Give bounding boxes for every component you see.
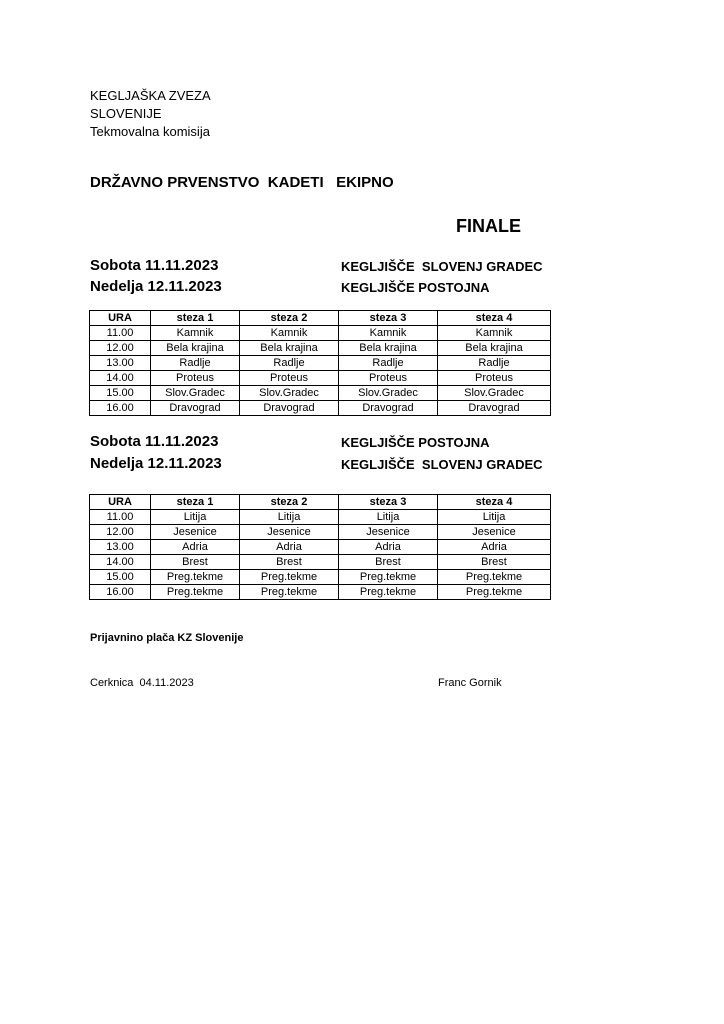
lane-cell: Preg.tekme xyxy=(438,585,551,600)
header-cell: steza 2 xyxy=(240,311,339,326)
time-cell: 14.00 xyxy=(90,555,151,570)
lane-cell: Dravograd xyxy=(240,401,339,416)
lane-cell: Proteus xyxy=(339,371,438,386)
lane-cell: Brest xyxy=(240,555,339,570)
lane-cell: Radlje xyxy=(240,356,339,371)
time-cell: 13.00 xyxy=(90,356,151,371)
table-row xyxy=(90,341,551,356)
header-cell: steza 1 xyxy=(151,311,240,326)
lane-cell: Preg.tekme xyxy=(339,585,438,600)
lane-cell: Bela krajina xyxy=(240,341,339,356)
table-row xyxy=(90,401,551,416)
section1-day1: Sobota 11.11.2023 xyxy=(90,257,219,274)
table-row xyxy=(90,525,551,540)
lane-cell: Adria xyxy=(240,540,339,555)
document-subtitle: FINALE xyxy=(456,216,521,236)
section2-venue1: KEGLJIŠČE POSTOJNA xyxy=(341,435,490,450)
table-row xyxy=(90,356,551,371)
time-cell: 11.00 xyxy=(90,326,151,341)
lane-cell: Jesenice xyxy=(240,525,339,540)
header-cell: steza 4 xyxy=(438,311,551,326)
time-cell: 15.00 xyxy=(90,570,151,585)
header-cell: URA xyxy=(90,311,151,326)
lane-cell: Dravograd xyxy=(151,401,240,416)
lane-cell: Dravograd xyxy=(438,401,551,416)
lane-cell: Proteus xyxy=(151,371,240,386)
table-row xyxy=(90,540,551,555)
table-row xyxy=(90,371,551,386)
lane-cell: Radlje xyxy=(339,356,438,371)
lane-cell: Adria xyxy=(151,540,240,555)
lane-cell: Litija xyxy=(240,510,339,525)
lane-cell: Preg.tekme xyxy=(151,570,240,585)
lane-cell: Adria xyxy=(339,540,438,555)
table-header-row xyxy=(90,495,551,510)
lane-cell: Radlje xyxy=(151,356,240,371)
lane-cell: Litija xyxy=(438,510,551,525)
lane-cell: Slov.Gradec xyxy=(339,386,438,401)
lane-cell: Kamnik xyxy=(151,326,240,341)
lane-cell: Bela krajina xyxy=(339,341,438,356)
lane-cell: Radlje xyxy=(438,356,551,371)
lane-cell: Preg.tekme xyxy=(339,570,438,585)
lane-cell: Jesenice xyxy=(151,525,240,540)
time-cell: 16.00 xyxy=(90,585,151,600)
section1-venue1: KEGLJIŠČE SLOVENJ GRADEC xyxy=(341,259,543,274)
header-cell: steza 3 xyxy=(339,311,438,326)
section2-day2: Nedelja 12.11.2023 xyxy=(90,455,222,472)
table-row xyxy=(90,570,551,585)
header-cell: steza 1 xyxy=(151,495,240,510)
time-cell: 15.00 xyxy=(90,386,151,401)
lane-cell: Proteus xyxy=(240,371,339,386)
lane-cell: Dravograd xyxy=(339,401,438,416)
lane-cell: Litija xyxy=(151,510,240,525)
lane-cell: Slov.Gradec xyxy=(151,386,240,401)
table-row xyxy=(90,386,551,401)
table-row xyxy=(90,585,551,600)
lane-cell: Litija xyxy=(339,510,438,525)
time-cell: 14.00 xyxy=(90,371,151,386)
schedule-table-2 xyxy=(89,494,551,600)
org-name-line1: KEGLJAŠKA ZVEZA xyxy=(90,88,211,103)
header-cell: URA xyxy=(90,495,151,510)
lane-cell: Bela krajina xyxy=(151,341,240,356)
lane-cell: Slov.Gradec xyxy=(438,386,551,401)
table-row xyxy=(90,555,551,570)
table-row xyxy=(90,326,551,341)
lane-cell: Bela krajina xyxy=(438,341,551,356)
section2-day1: Sobota 11.11.2023 xyxy=(90,433,219,450)
header-cell: steza 2 xyxy=(240,495,339,510)
place-date: Cerknica 04.11.2023 xyxy=(90,677,194,689)
lane-cell: Jesenice xyxy=(438,525,551,540)
lane-cell: Brest xyxy=(151,555,240,570)
lane-cell: Adria xyxy=(438,540,551,555)
time-cell: 11.00 xyxy=(90,510,151,525)
header-cell: steza 4 xyxy=(438,495,551,510)
time-cell: 13.00 xyxy=(90,540,151,555)
lane-cell: Preg.tekme xyxy=(240,585,339,600)
lane-cell: Proteus xyxy=(438,371,551,386)
lane-cell: Jesenice xyxy=(339,525,438,540)
header-cell: steza 3 xyxy=(339,495,438,510)
lane-cell: Preg.tekme xyxy=(438,570,551,585)
lane-cell: Kamnik xyxy=(240,326,339,341)
time-cell: 12.00 xyxy=(90,525,151,540)
lane-cell: Preg.tekme xyxy=(151,585,240,600)
lane-cell: Brest xyxy=(339,555,438,570)
lane-cell: Kamnik xyxy=(339,326,438,341)
document-title: DRŽAVNO PRVENSTVO KADETI EKIPNO xyxy=(90,174,394,191)
lane-cell: Preg.tekme xyxy=(240,570,339,585)
section1-venue2: KEGLJIŠČE POSTOJNA xyxy=(341,280,490,295)
table-header-row xyxy=(90,311,551,326)
lane-cell: Kamnik xyxy=(438,326,551,341)
org-commission: Tekmovalna komisija xyxy=(90,124,210,139)
lane-cell: Slov.Gradec xyxy=(240,386,339,401)
time-cell: 12.00 xyxy=(90,341,151,356)
schedule-table-1 xyxy=(89,310,551,416)
lane-cell: Brest xyxy=(438,555,551,570)
fee-note: Prijavnino plača KZ Slovenije xyxy=(90,632,244,644)
time-cell: 16.00 xyxy=(90,401,151,416)
org-name-line2: SLOVENIJE xyxy=(90,106,162,121)
section2-venue2: KEGLJIŠČE SLOVENJ GRADEC xyxy=(341,457,543,472)
signature-name: Franc Gornik xyxy=(438,677,502,689)
section1-day2: Nedelja 12.11.2023 xyxy=(90,278,222,295)
table-row xyxy=(90,510,551,525)
